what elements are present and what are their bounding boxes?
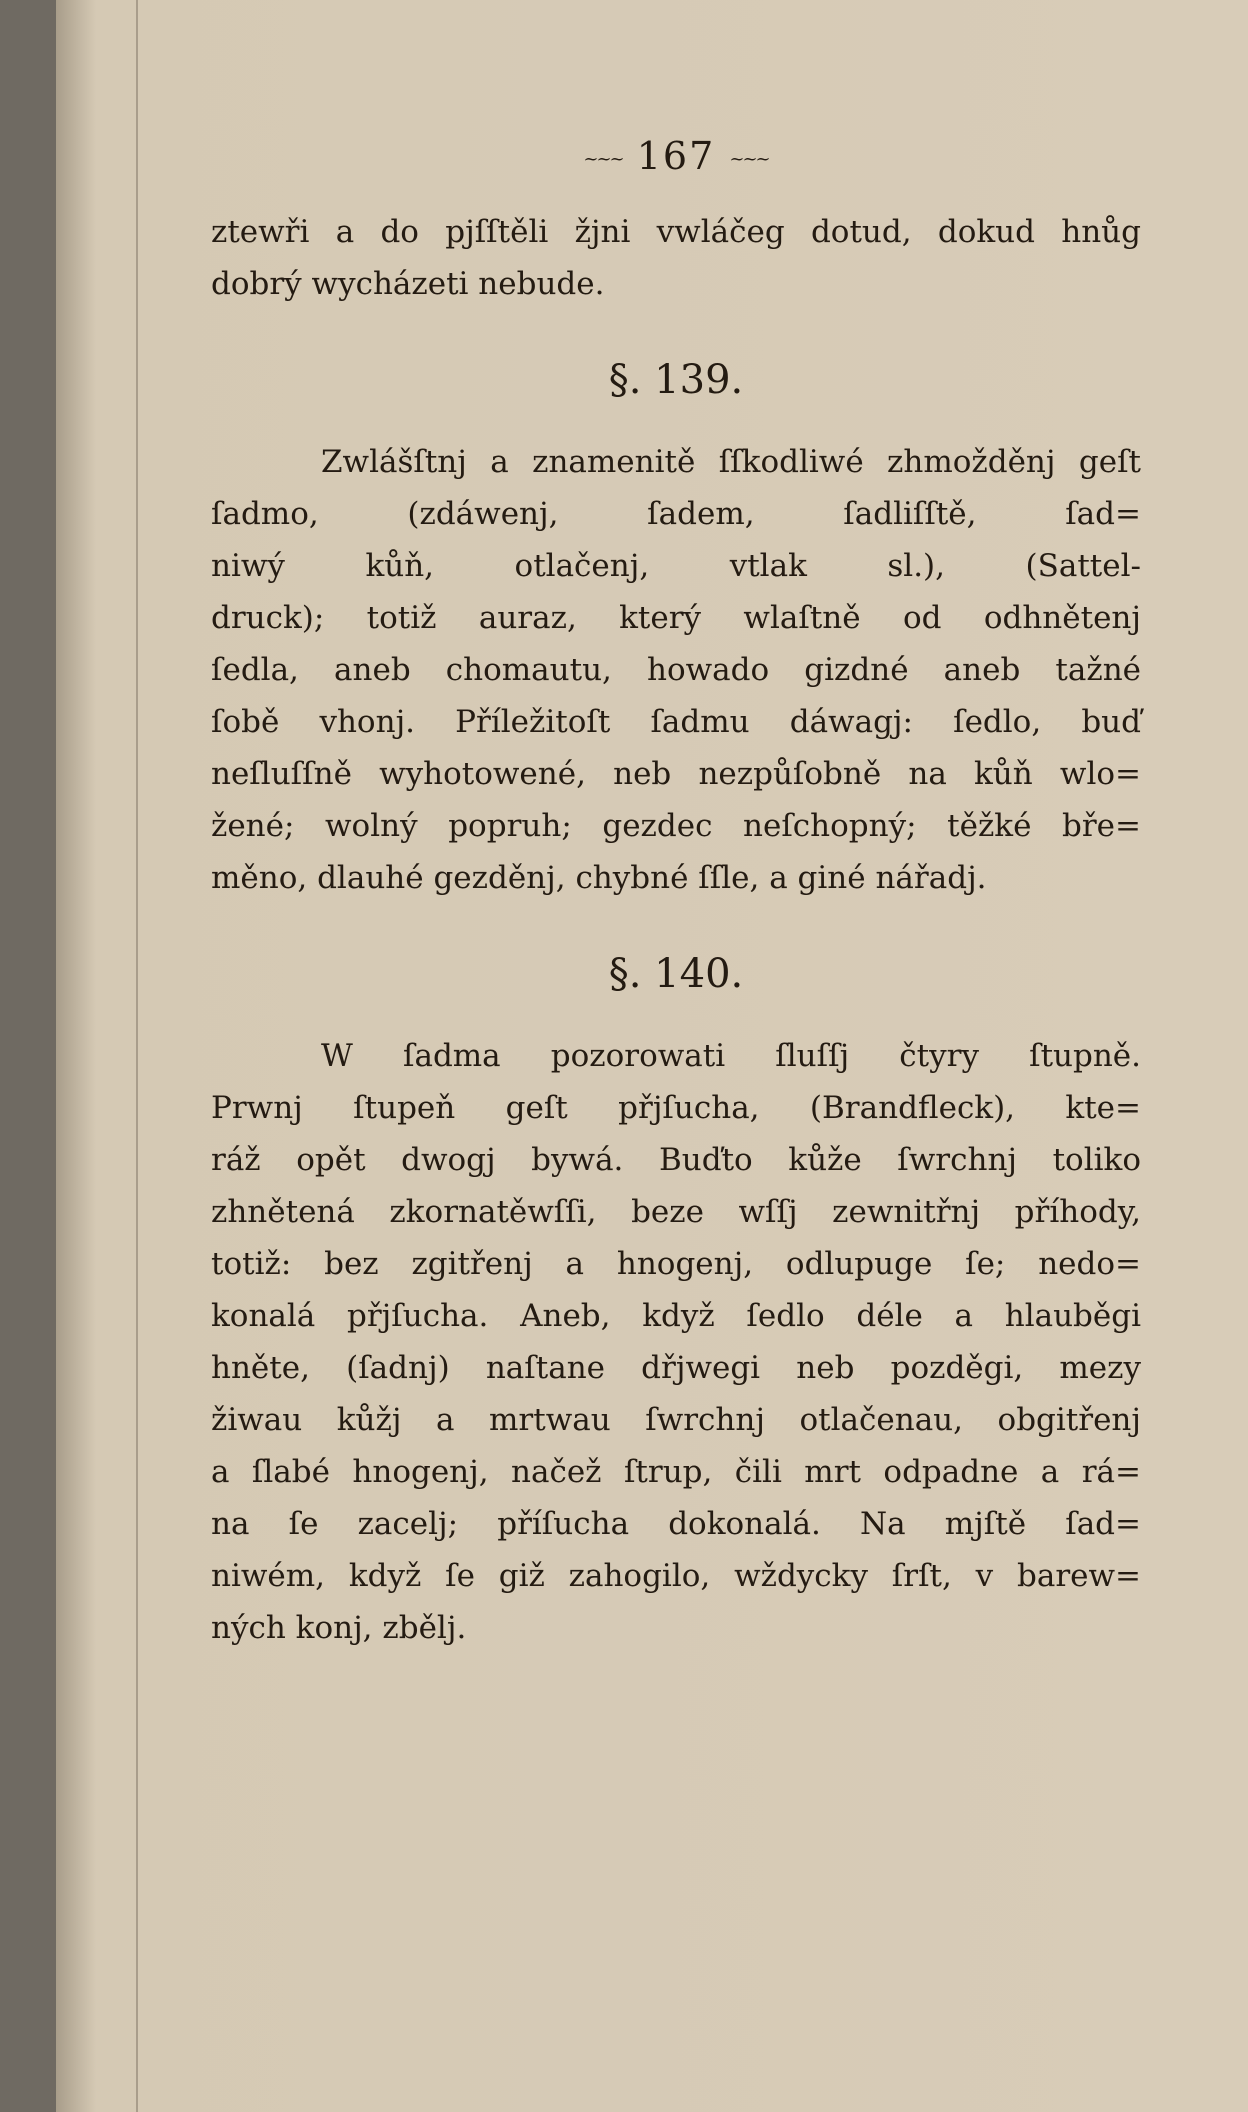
text-line: Zwlášſtnj a znamenitě ſſkodliwé zhmožděnj geſt — [321, 443, 1141, 480]
header-ornament-left: ~~~ — [583, 148, 623, 170]
text-line: niwém, když ſe giž zahogilo, wždycky ſrſt, v barew= — [211, 1557, 1141, 1594]
header-ornament-right: ~~~ — [729, 148, 769, 170]
text-line: žiwau kůžj a mrtwau ſwrchnj otlačenau, obgitřenj — [211, 1401, 1141, 1438]
text-line: ztewři a do pjſſtěli žjni vwláčeg dotud, dokud hnůg — [211, 213, 1141, 250]
text-line: dobrý wycházeti nebude. — [211, 265, 605, 302]
text-line: ných konj, zbělj. — [211, 1609, 467, 1646]
text-line: W ſadma pozorowati ſluſſj čtyry ſtupně. — [321, 1037, 1141, 1074]
text-line: totiž: bez zgitřenj a hnogenj, odlupuge ſe; nedo= — [211, 1245, 1141, 1282]
text-line: žené; wolný popruh; gezdec neſchopný; těžké bře= — [211, 807, 1141, 844]
text-line: zhnětená zkornatěwſſi, beze wſſj zewnitřnj příhody, — [211, 1193, 1141, 1230]
text-line: konalá přjſucha. Aneb, když ſedlo déle a hlauběgi — [211, 1297, 1141, 1334]
text-line: neſluſſně wyhotowené, neb nezpůſobně na kůň wlo= — [211, 755, 1141, 792]
intro-paragraph — [211, 206, 1141, 310]
text-line: a ſlabé hnogenj, načež ſtrup, čili mrt odpadne a rá= — [211, 1453, 1141, 1490]
section-139-paragraph — [211, 436, 1141, 904]
text-line: niwý kůň, otlačenj, vtlak sl.), (Sattel- — [211, 547, 1141, 584]
text-line: Prwnj ſtupeň geſt přjſucha, (Brandfleck), kte= — [211, 1089, 1141, 1126]
text-line: ráž opět dwogj bywá. Buďto kůže ſwrchnj toliko — [211, 1141, 1141, 1178]
page-number: 167 — [636, 134, 716, 178]
text-line: hněte, (ſadnj) naſtane dřjwegi neb pozděgi, mezy — [211, 1349, 1141, 1386]
text-line: na ſe zacelj; příſucha dokonalá. Na mjſtě ſad= — [211, 1505, 1141, 1542]
text-line: měno, dlauhé gezděnj, chybné ſſle, a giné nářadj. — [211, 859, 987, 896]
text-line: ſobě vhonj. Příležitoſt ſadmu dáwagj: ſedlo, buď — [211, 703, 1141, 740]
section-heading-139: §. 139. — [608, 356, 744, 403]
text-line: druck); totiž auraz, který wlaſtně od odhnětenj — [211, 599, 1141, 636]
page-text — [211, 130, 1141, 1654]
page-fold-shadow — [136, 0, 138, 2112]
page-header — [211, 130, 1141, 186]
section-140-paragraph — [211, 1030, 1141, 1654]
section-heading-140: §. 140. — [608, 950, 744, 997]
text-line: ſadmo, (zdáwenj, ſadem, ſadliſſtě, ſad= — [211, 495, 1141, 532]
text-line: ſedla, aneb chomautu, howado gizdné aneb tažné — [211, 651, 1141, 688]
book-page — [56, 0, 1248, 2112]
